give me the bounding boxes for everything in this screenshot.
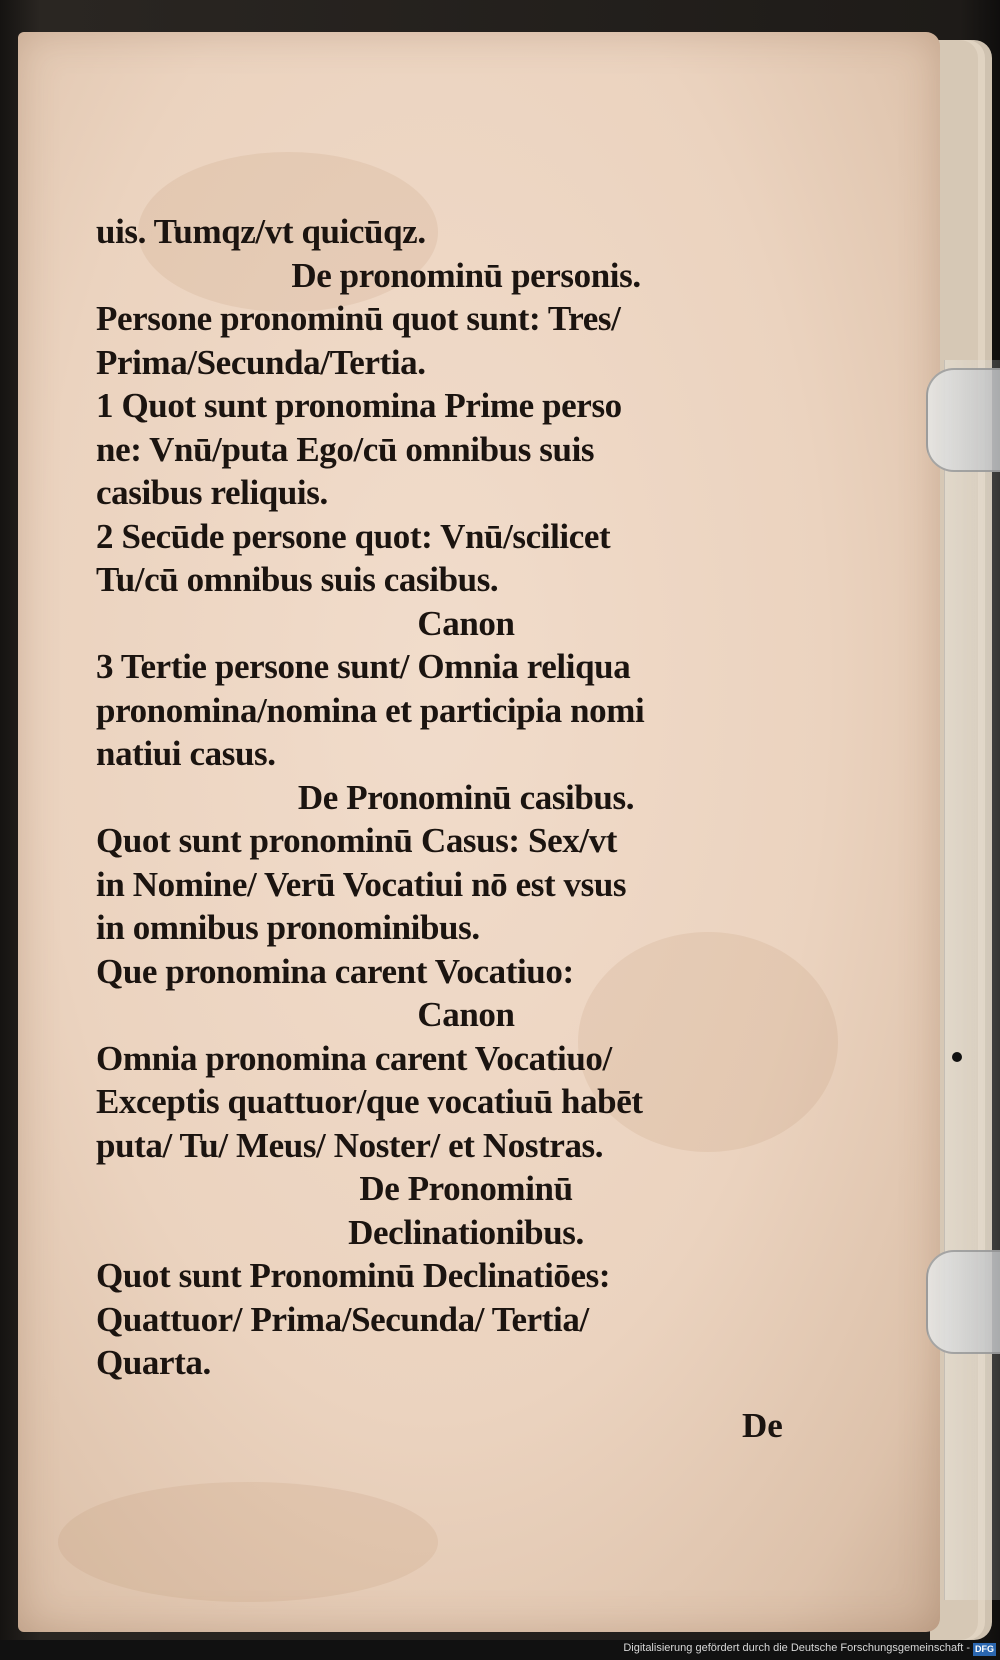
text-line: Que pronomina carent Vocatiuo: bbox=[96, 951, 574, 991]
text-line: in omnibus pronominibus. bbox=[96, 908, 480, 947]
text-line: uis. Tumqz/vt quicūqz. bbox=[96, 212, 426, 251]
text-line: Quot sunt Pronominū Declinatiōes: bbox=[96, 1256, 611, 1295]
paper-stain bbox=[58, 1482, 438, 1602]
text-line: 2 Secūde persone quot: Vnū/scilicet bbox=[96, 516, 611, 556]
text-line: Canon bbox=[417, 603, 515, 643]
text-line: pronomina/nomina et participia nomi bbox=[96, 690, 645, 730]
page-clip-icon bbox=[926, 368, 1000, 472]
text-line: Declinationibus. bbox=[348, 1212, 584, 1252]
page-clip-icon bbox=[926, 1250, 1000, 1354]
funding-credit: Digitalisierung gefördert durch die Deutsche Forschungsgemeinschaft - bbox=[623, 1642, 970, 1654]
text-line: casibus reliquis. bbox=[96, 473, 328, 512]
text-line: ne: Vnū/puta Ego/cū omnibus suis bbox=[96, 429, 595, 469]
dfg-logo-icon: DFG bbox=[975, 1644, 994, 1654]
page-text bbox=[96, 210, 836, 1385]
text-line: Omnia pronomina carent Vocatiuo/ bbox=[96, 1038, 612, 1078]
text-line: 3 Tertie persone sunt/ Omnia reliqua bbox=[96, 647, 631, 686]
text-line: natiui casus. bbox=[96, 734, 276, 773]
text-line: Quarta. bbox=[96, 1343, 211, 1382]
text-line: Prima/Secunda/Tertia. bbox=[96, 342, 426, 382]
text-line: 1 Quot sunt pronomina Prime perso bbox=[96, 386, 622, 425]
text-line: De Pronominū bbox=[359, 1169, 573, 1208]
text-line: De Pronominū casibus. bbox=[297, 777, 635, 817]
text-line: in Nomine/ Verū Vocatiui nō est vsus bbox=[96, 864, 627, 904]
clip-strap bbox=[944, 360, 1000, 1600]
text-line: Persone pronominū quot sunt: Tres/ bbox=[96, 299, 621, 338]
text-line: Exceptis quattuor/que vocatiuū habēt bbox=[96, 1082, 643, 1121]
text-line: Quattuor/ Prima/Secunda/ Tertia/ bbox=[96, 1299, 589, 1339]
clip-pin-icon bbox=[952, 1052, 962, 1062]
text-line: puta/ Tu/ Meus/ Noster/ et Nostras. bbox=[96, 1125, 604, 1165]
catchword: De bbox=[742, 1406, 783, 1445]
text-line: Canon bbox=[417, 995, 515, 1034]
footer-bar bbox=[0, 1640, 1000, 1660]
text-line: Quot sunt pronominū Casus: Sex/vt bbox=[96, 821, 618, 860]
text-line: De pronominū personis. bbox=[291, 255, 641, 295]
text-line: Tu/cū omnibus suis casibus. bbox=[96, 560, 499, 599]
